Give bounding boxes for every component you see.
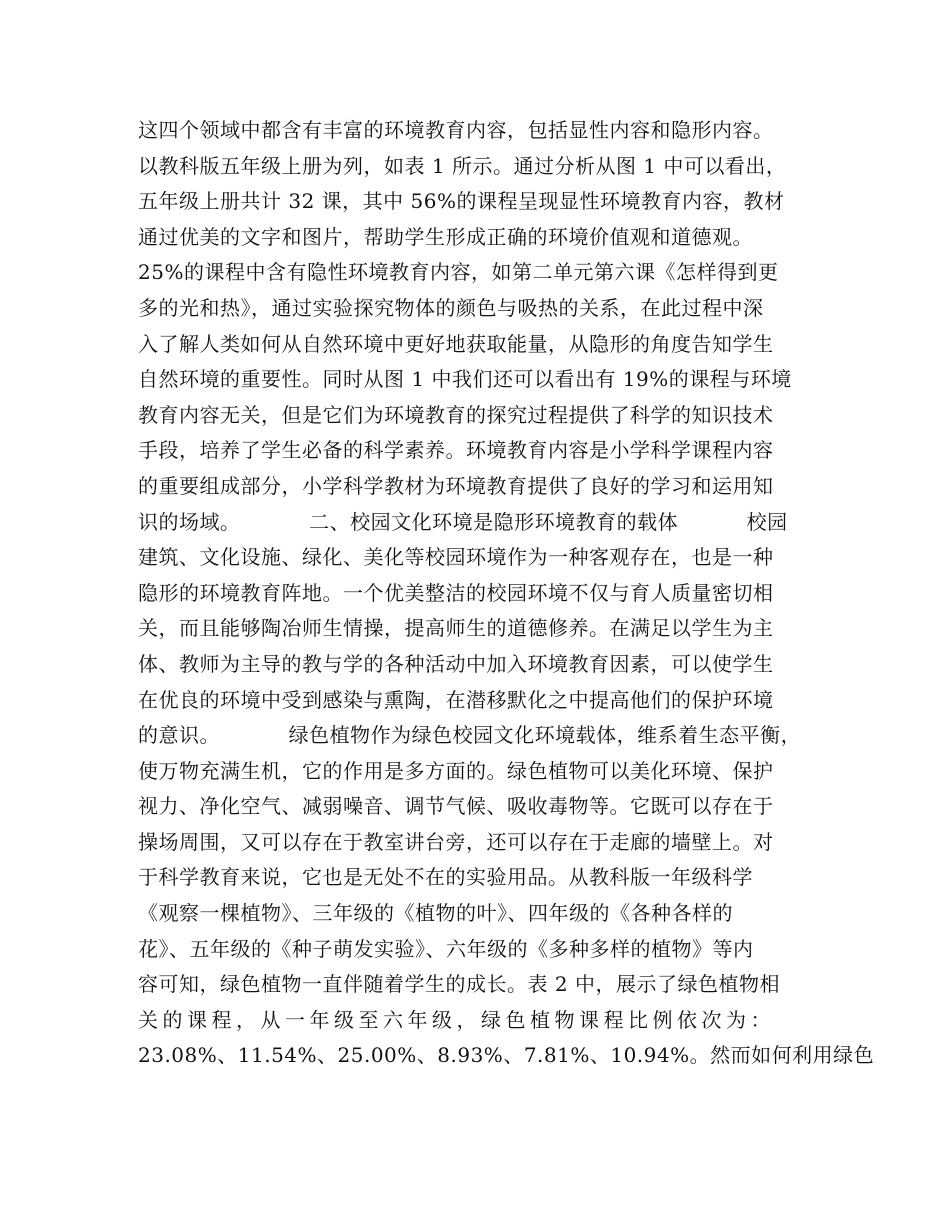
text-line: 自然环境的重要性。同时从图 1 中我们还可以看出有 19%的课程与环境 <box>138 367 792 392</box>
section-heading-line: 识的场域。 二、校园文化环境是隐形环境教育的载体 校园 <box>138 509 788 534</box>
text-line: 的意识。 绿色植物作为绿色校园文化环境载体，维系着生态平衡， <box>138 723 802 748</box>
text-line: 建筑、文化设施、绿化、美化等校园环境作为一种客观存在，也是一种 <box>138 545 774 570</box>
text-line: 五年级上册共计 32 课，其中 56%的课程呈现显性环境教育内容，教材 <box>138 189 785 214</box>
text-line: 多的光和热》，通过实验探究物体的颜色与吸热的关系，在此过程中深 <box>138 295 764 320</box>
text-line: 关的课程，从一年级至六年级，绿色植物课程比例依次为： <box>138 1007 775 1032</box>
text-line: 入了解人类如何从自然环境中更好地获取能量，从隐形的角度告知学生 <box>138 331 774 356</box>
text-line: 教育内容无关，但是它们为环境教育的探究过程提供了科学的知识技术 <box>138 402 774 427</box>
text-line: 23.08%、11.54%、25.00%、8.93%、7.81%、10.94%。然而如何利用绿色 <box>138 1043 875 1068</box>
text-line: 的重要组成部分，小学科学教材为环境教育提供了良好的学习和运用知 <box>138 473 774 498</box>
text-line: 操场周围，又可以存在于教室讲台旁，还可以存在于走廊的墙壁上。对 <box>138 829 774 854</box>
text-line: 使万物充满生机，它的作用是多方面的。绿色植物可以美化环境、保护 <box>138 758 774 783</box>
text-line: 25%的课程中含有隐性环境教育内容，如第二单元第六课《怎样得到更 <box>138 260 779 285</box>
text-line: 《观察一棵植物》、三年级的《植物的叶》、四年级的《各种各样的 <box>138 901 733 926</box>
body-text <box>138 113 875 1074</box>
text-line: 容可知，绿色植物一直伴随着学生的成长。表 2 中，展示了绿色植物相 <box>138 972 780 997</box>
text-line: 以教科版五年级上册为列，如表 1 所示。通过分析从图 1 中可以看出， <box>138 153 787 178</box>
text-line: 通过优美的文字和图片，帮助学生形成正确的环境价值观和道德观。 <box>138 224 753 249</box>
text-line: 这四个领域中都含有丰富的环境教育内容，包括显性内容和隐形内容。 <box>138 118 774 142</box>
text-line: 关，而且能够陶冶师生情操，提高师生的道德修养。在满足以学生为主 <box>138 616 774 641</box>
text-line: 于科学教育来说，它也是无处不在的实验用品。从教科版一年级科学 <box>138 865 753 890</box>
text-line: 花》、五年级的《种子萌发实验》、六年级的《多种多样的植物》等内 <box>138 936 754 961</box>
text-line: 视力、净化空气、减弱噪音、调节气候、吸收毒物等。它既可以存在于 <box>138 794 774 819</box>
text-line: 体、教师为主导的教与学的各种活动中加入环境教育因素，可以使学生 <box>138 651 774 676</box>
text-line: 手段，培养了学生必备的科学素养。环境教育内容是小学科学课程内容 <box>138 438 774 463</box>
text-line: 隐形的环境教育阵地。一个优美整洁的校园环境不仅与育人质量密切相 <box>138 580 774 605</box>
text-line: 在优良的环境中受到感染与熏陶，在潜移默化之中提高他们的保护环境 <box>138 687 774 712</box>
